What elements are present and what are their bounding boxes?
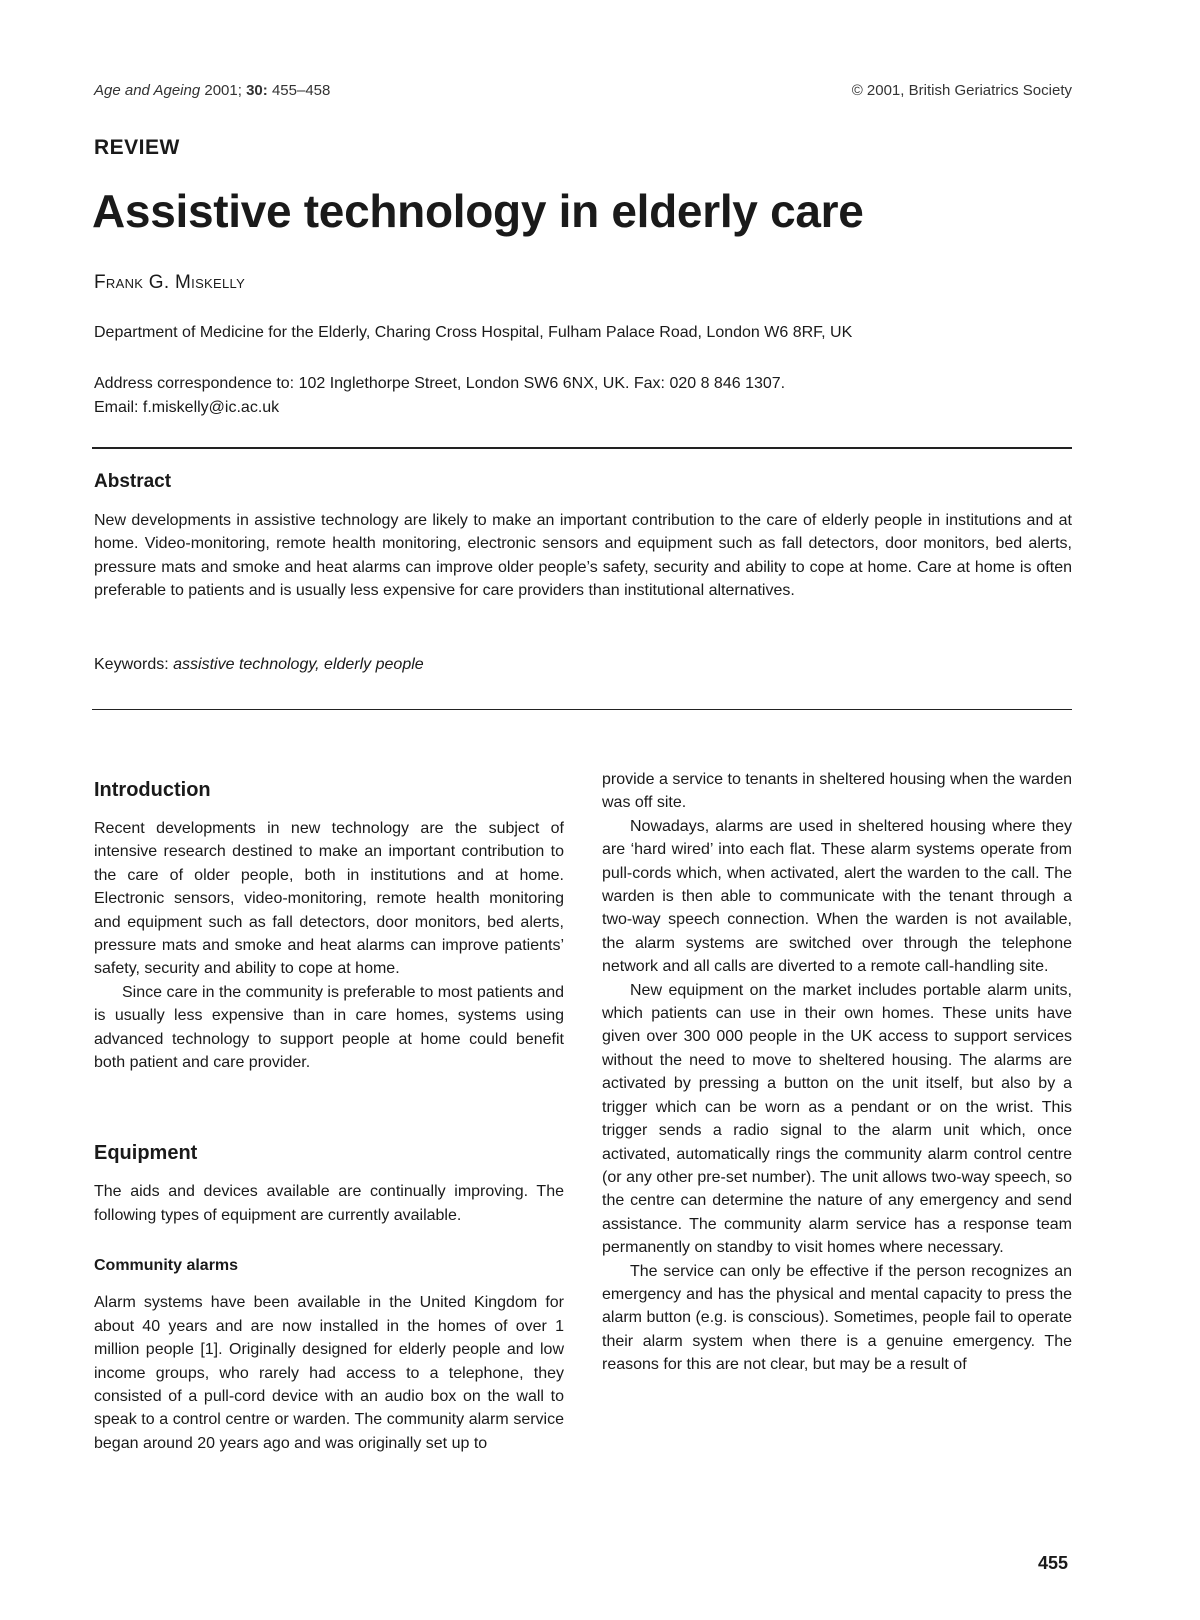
abstract-divider [92, 709, 1072, 710]
body-paragraph: The aids and devices available are continually improving. The following types of equipment are currently available. [94, 1183, 564, 1224]
page-number: 455 [1038, 1553, 1069, 1573]
community-alarms-subheading: Community alarms [94, 1257, 239, 1275]
right-column [602, 771, 1072, 1377]
body-paragraph: Since care in the community is preferable to most patients and is usually less expensive than in care homes, systems using advanced technology to support people at home could benefit both patient and care provider. [94, 983, 564, 1072]
left-column [94, 777, 564, 1455]
author-affiliation: Department of Medicine for the Elderly, Charing Cross Hospital, Fulham Palace Road, London W6 8RF, UK [94, 324, 853, 341]
citation [94, 82, 330, 99]
keywords [94, 656, 424, 674]
equipment-heading: Equipment [94, 1142, 198, 1165]
citation-year: 2001; [204, 82, 242, 99]
citation-volume: 30: [246, 82, 268, 99]
top-divider [92, 447, 1072, 449]
correspondence-address [94, 372, 785, 420]
citation-pages: 455–458 [271, 82, 331, 99]
abstract-text: New developments in assistive technology are likely to make an important contribution to the care of elderly people in institutions and at home. Video-monitoring, remote health monitoring, electronic sensors and equipment such as fall detectors, door monitors, bed alerts, pressure mats and smoke and heat alarms can improve older people’s safety, security and ability to cope at home. Care at home is often preferable to patients and is usually less expensive for care providers than institutional alternatives. [94, 512, 1072, 600]
body-paragraph: provide a service to tenants in sheltered housing when the warden was off site. [602, 771, 1072, 812]
body-paragraph: Nowadays, alarms are used in sheltered housing where they are ‘hard wired’ into each flat. These alarm systems operate from pull-cords which, when activated, alert the warden to the call. The warden is then able to communicate with the tenant through a two-way speech connection. When the warden is not available, the alarm systems are switched over through the telephone network and all calls are diverted to a remote call-handling site. [602, 817, 1072, 976]
address-line: Address correspondence to: 102 Inglethorpe Street, London SW6 6NX, UK. Fax: 020 8 846 1307. [94, 375, 786, 392]
abstract-heading: Abstract [94, 471, 172, 492]
body-paragraph: The service can only be effective if the person recognizes an emergency and has the physical and mental capacity to press the alarm button (e.g. is conscious). Sometimes, people fail to operate their alarm system when there is a genuine emergency. The reasons for this are not clear, but may be a result of [602, 1262, 1072, 1374]
copyright-notice: © 2001, British Geriatrics Society [851, 82, 1072, 99]
email-line: Email: f.miskelly@ic.ac.uk [94, 399, 280, 416]
keywords-label: Keywords: [94, 656, 169, 673]
keywords-list: assistive technology, elderly people [173, 656, 424, 673]
article-title: Assistive technology in elderly care [92, 185, 864, 237]
body-paragraph: New equipment on the market includes portable alarm units, which patients can use in their own homes. These units have given over 300 000 people in the UK access to support services without the need to move to sheltered housing. The alarms are activated by pressing a button on the unit itself, but also by a trigger which can be worn as a pendant or on the wrist. This trigger sends a radio signal to the alarm unit which, once activated, automatically rings the community alarm control centre (or any other pre-set number). The unit allows two-way speech, so the centre can determine the nature of any emergency and send assistance. The community alarm service has a response team permanently on standby to visit homes where necessary. [602, 981, 1072, 1257]
journal-name: Age and Ageing [94, 82, 201, 99]
author-name: Frank G. Miskelly [94, 272, 246, 293]
introduction-heading: Introduction [94, 779, 211, 801]
running-head [94, 82, 1072, 104]
section-type: REVIEW [94, 136, 180, 159]
body-paragraph: Recent developments in new technology are the subject of intensive research destined to make an important contribution to the care of older people, both in institutions and at home. Electronic sensors, video-monitoring, remote health monitoring and equipment such as fall detectors, door monitors, bed alerts, pressure mats and smoke and heat alarms can improve patients’ safety, security and ability to cope at home. [94, 820, 564, 978]
body-paragraph: Alarm systems have been available in the United Kingdom for about 40 years and are now installed in the homes of over 1 million people [1]. Originally designed for elderly people and low income groups, who rarely had access to a telephone, they consisted of a pull-cord device with an audio box on the wall to speak to a control centre or warden. The community alarm service began around 20 years ago and was originally set up to [94, 1294, 564, 1452]
